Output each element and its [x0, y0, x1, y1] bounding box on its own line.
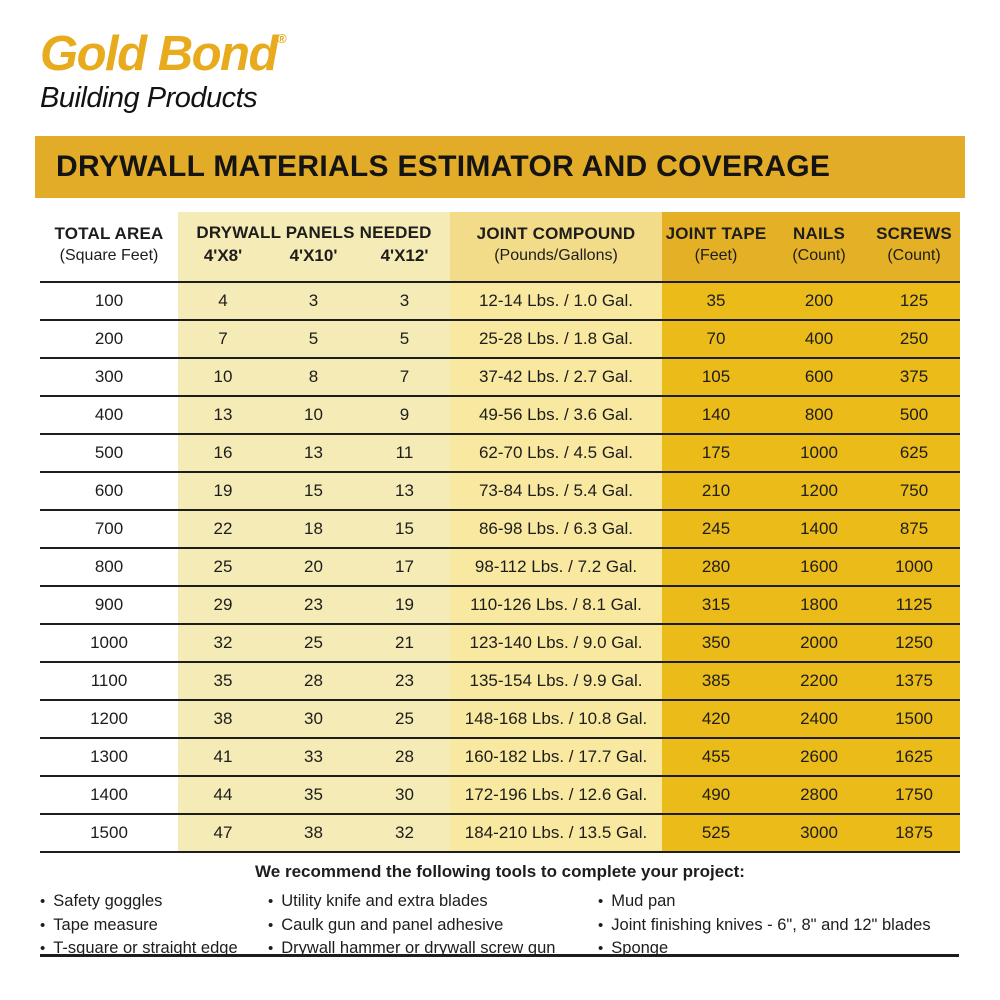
table-cell: 245 [662, 511, 770, 547]
table-row [40, 739, 960, 777]
table-cell: 110-126 Lbs. / 8.1 Gal. [450, 587, 662, 623]
table-cell: 455 [662, 739, 770, 775]
table-cell: 385 [662, 663, 770, 699]
brand-logo [40, 27, 287, 115]
table-row [40, 663, 960, 701]
table-cell: 105 [662, 359, 770, 395]
table-cell: 15 [359, 511, 450, 547]
table-cell: 73-84 Lbs. / 5.4 Gal. [450, 473, 662, 509]
tool-item: • Drywall hammer or drywall screw gun [268, 937, 598, 961]
table-cell: 750 [868, 473, 960, 509]
table-cell: 25 [268, 625, 359, 661]
table-cell: 5 [359, 321, 450, 357]
table-cell: 500 [40, 435, 178, 471]
table-cell: 86-98 Lbs. / 6.3 Gal. [450, 511, 662, 547]
title-banner [35, 136, 965, 198]
table-cell: 98-112 Lbs. / 7.2 Gal. [450, 549, 662, 585]
table-cell: 28 [268, 663, 359, 699]
registered-mark: ® [276, 31, 287, 46]
table-cell: 1375 [868, 663, 960, 699]
table-cell: 375 [868, 359, 960, 395]
table-cell: 490 [662, 777, 770, 813]
table-cell: 123-140 Lbs. / 9.0 Gal. [450, 625, 662, 661]
table-cell: 280 [662, 549, 770, 585]
table-cell: 17 [359, 549, 450, 585]
table-cell: 500 [868, 397, 960, 433]
header-nails-title: NAILS [793, 224, 845, 243]
header-total-area [40, 212, 178, 281]
tools-column-2 [268, 890, 598, 961]
table-cell: 8 [268, 359, 359, 395]
table-row [40, 435, 960, 473]
table-cell: 300 [40, 359, 178, 395]
table-cell: 125 [868, 283, 960, 319]
table-cell: 2800 [770, 777, 868, 813]
table-cell: 800 [40, 549, 178, 585]
table-cell: 23 [359, 663, 450, 699]
table-cell: 210 [662, 473, 770, 509]
table-cell: 23 [268, 587, 359, 623]
table-cell: 4 [178, 283, 268, 319]
header-total-area-title: TOTAL AREA [54, 224, 164, 243]
brand-wordmark [40, 27, 287, 81]
table-cell: 29 [178, 587, 268, 623]
table-cell: 875 [868, 511, 960, 547]
table-cell: 900 [40, 587, 178, 623]
table-row [40, 701, 960, 739]
bottom-divider [40, 954, 959, 957]
table-cell: 41 [178, 739, 268, 775]
table-cell: 200 [770, 283, 868, 319]
header-panels-title: DRYWALL PANELS NEEDED [196, 223, 432, 242]
table-cell: 200 [40, 321, 178, 357]
table-cell: 62-70 Lbs. / 4.5 Gal. [450, 435, 662, 471]
tool-item: • Caulk gun and panel adhesive [268, 914, 598, 938]
header-joint-tape-title: JOINT TAPE [665, 224, 767, 243]
table-cell: 148-168 Lbs. / 10.8 Gal. [450, 701, 662, 737]
table-cell: 15 [268, 473, 359, 509]
table-cell: 38 [268, 815, 359, 851]
table-cell: 32 [178, 625, 268, 661]
brand-name: Gold Bond [40, 27, 277, 81]
table-cell: 21 [359, 625, 450, 661]
table-cell: 10 [178, 359, 268, 395]
table-cell: 315 [662, 587, 770, 623]
table-row [40, 625, 960, 663]
table-cell: 22 [178, 511, 268, 547]
header-panel-sizes [178, 246, 450, 266]
table-cell: 525 [662, 815, 770, 851]
table-header [40, 212, 960, 283]
table-cell: 33 [268, 739, 359, 775]
table-cell: 2000 [770, 625, 868, 661]
table-cell: 12-14 Lbs. / 1.0 Gal. [450, 283, 662, 319]
table-cell: 1200 [40, 701, 178, 737]
table-row [40, 321, 960, 359]
table-cell: 3000 [770, 815, 868, 851]
table-cell: 13 [178, 397, 268, 433]
table-cell: 70 [662, 321, 770, 357]
header-screws [868, 212, 960, 281]
tool-item: • Sponge [598, 937, 960, 961]
table-cell: 37-42 Lbs. / 2.7 Gal. [450, 359, 662, 395]
header-panel-size-4x8: 4'X8' [203, 246, 243, 265]
table-cell: 19 [178, 473, 268, 509]
table-cell: 1800 [770, 587, 868, 623]
table-cell: 600 [40, 473, 178, 509]
header-nails [770, 212, 868, 281]
table-row [40, 587, 960, 625]
table-cell: 400 [770, 321, 868, 357]
table-cell: 1000 [40, 625, 178, 661]
page-title: DRYWALL MATERIALS ESTIMATOR AND COVERAGE [56, 150, 831, 183]
table-cell: 140 [662, 397, 770, 433]
table-cell: 420 [662, 701, 770, 737]
table-cell: 3 [359, 283, 450, 319]
table-cell: 1600 [770, 549, 868, 585]
table-cell: 35 [178, 663, 268, 699]
table-row [40, 397, 960, 435]
table-cell: 1500 [40, 815, 178, 851]
tools-column-1 [40, 890, 268, 961]
table-cell: 2600 [770, 739, 868, 775]
tool-item: • Joint finishing knives - 6", 8" and 12" blades [598, 914, 960, 938]
table-cell: 1625 [868, 739, 960, 775]
table-cell: 350 [662, 625, 770, 661]
table-cell: 400 [40, 397, 178, 433]
header-joint-tape-unit: (Feet) [694, 247, 738, 264]
table-row [40, 511, 960, 549]
table-cell: 35 [268, 777, 359, 813]
table-cell: 172-196 Lbs. / 12.6 Gal. [450, 777, 662, 813]
table-cell: 1250 [868, 625, 960, 661]
header-joint-compound-title: JOINT COMPOUND [476, 224, 636, 243]
header-panel-size-4x10: 4'X10' [289, 246, 338, 265]
table-cell: 1200 [770, 473, 868, 509]
tool-item: • Mud pan [598, 890, 960, 914]
table-body [40, 283, 960, 853]
table-cell: 160-182 Lbs. / 17.7 Gal. [450, 739, 662, 775]
header-screws-unit: (Count) [887, 247, 941, 264]
table-cell: 38 [178, 701, 268, 737]
table-cell: 1000 [770, 435, 868, 471]
table-cell: 800 [770, 397, 868, 433]
table-row [40, 777, 960, 815]
table-cell: 1300 [40, 739, 178, 775]
table-cell: 35 [662, 283, 770, 319]
table-cell: 1400 [770, 511, 868, 547]
table-cell: 30 [359, 777, 450, 813]
table-cell: 1100 [40, 663, 178, 699]
table-cell: 18 [268, 511, 359, 547]
table-row [40, 359, 960, 397]
table-cell: 19 [359, 587, 450, 623]
table-cell: 2400 [770, 701, 868, 737]
header-joint-tape [662, 212, 770, 281]
table-cell: 25 [359, 701, 450, 737]
header-joint-compound-unit: (Pounds/Gallons) [494, 247, 618, 264]
tool-item: • T-square or straight edge [40, 937, 268, 961]
table-cell: 100 [40, 283, 178, 319]
tool-item: • Tape measure [40, 914, 268, 938]
table-cell: 25-28 Lbs. / 1.8 Gal. [450, 321, 662, 357]
table-cell: 250 [868, 321, 960, 357]
table-cell: 5 [268, 321, 359, 357]
table-cell: 11 [359, 435, 450, 471]
table-cell: 1400 [40, 777, 178, 813]
table-cell: 2200 [770, 663, 868, 699]
tools-section [40, 855, 960, 961]
table-cell: 625 [868, 435, 960, 471]
header-joint-compound [450, 212, 662, 281]
table-row [40, 283, 960, 321]
header-screws-title: SCREWS [876, 224, 952, 243]
table-cell: 7 [178, 321, 268, 357]
table-cell: 1000 [868, 549, 960, 585]
tools-title: We recommend the following tools to complete your project: [255, 862, 745, 881]
table-cell: 20 [268, 549, 359, 585]
table-cell: 175 [662, 435, 770, 471]
table-cell: 49-56 Lbs. / 3.6 Gal. [450, 397, 662, 433]
header-total-area-unit: (Square Feet) [59, 247, 159, 264]
table-cell: 184-210 Lbs. / 13.5 Gal. [450, 815, 662, 851]
table-cell: 47 [178, 815, 268, 851]
table-cell: 25 [178, 549, 268, 585]
table-cell: 13 [268, 435, 359, 471]
table-cell: 600 [770, 359, 868, 395]
table-cell: 10 [268, 397, 359, 433]
table-cell: 44 [178, 777, 268, 813]
table-cell: 1875 [868, 815, 960, 851]
table-cell: 135-154 Lbs. / 9.9 Gal. [450, 663, 662, 699]
table-row [40, 549, 960, 587]
table-cell: 9 [359, 397, 450, 433]
table-cell: 1750 [868, 777, 960, 813]
table-row [40, 473, 960, 511]
table-cell: 7 [359, 359, 450, 395]
table-cell: 16 [178, 435, 268, 471]
table-cell: 700 [40, 511, 178, 547]
table-row [40, 815, 960, 853]
tool-item: • Safety goggles [40, 890, 268, 914]
estimator-table [40, 212, 960, 853]
tool-item: • Utility knife and extra blades [268, 890, 598, 914]
tools-columns [40, 890, 960, 961]
table-cell: 1500 [868, 701, 960, 737]
table-cell: 13 [359, 473, 450, 509]
table-cell: 30 [268, 701, 359, 737]
brand-tagline: Building Products [40, 82, 258, 114]
header-nails-unit: (Count) [792, 247, 846, 264]
table-cell: 1125 [868, 587, 960, 623]
tools-column-3 [598, 890, 960, 961]
header-panel-size-4x12: 4'X12' [380, 246, 429, 265]
header-panels-group [178, 212, 450, 281]
table-cell: 28 [359, 739, 450, 775]
table-cell: 32 [359, 815, 450, 851]
table-cell: 3 [268, 283, 359, 319]
